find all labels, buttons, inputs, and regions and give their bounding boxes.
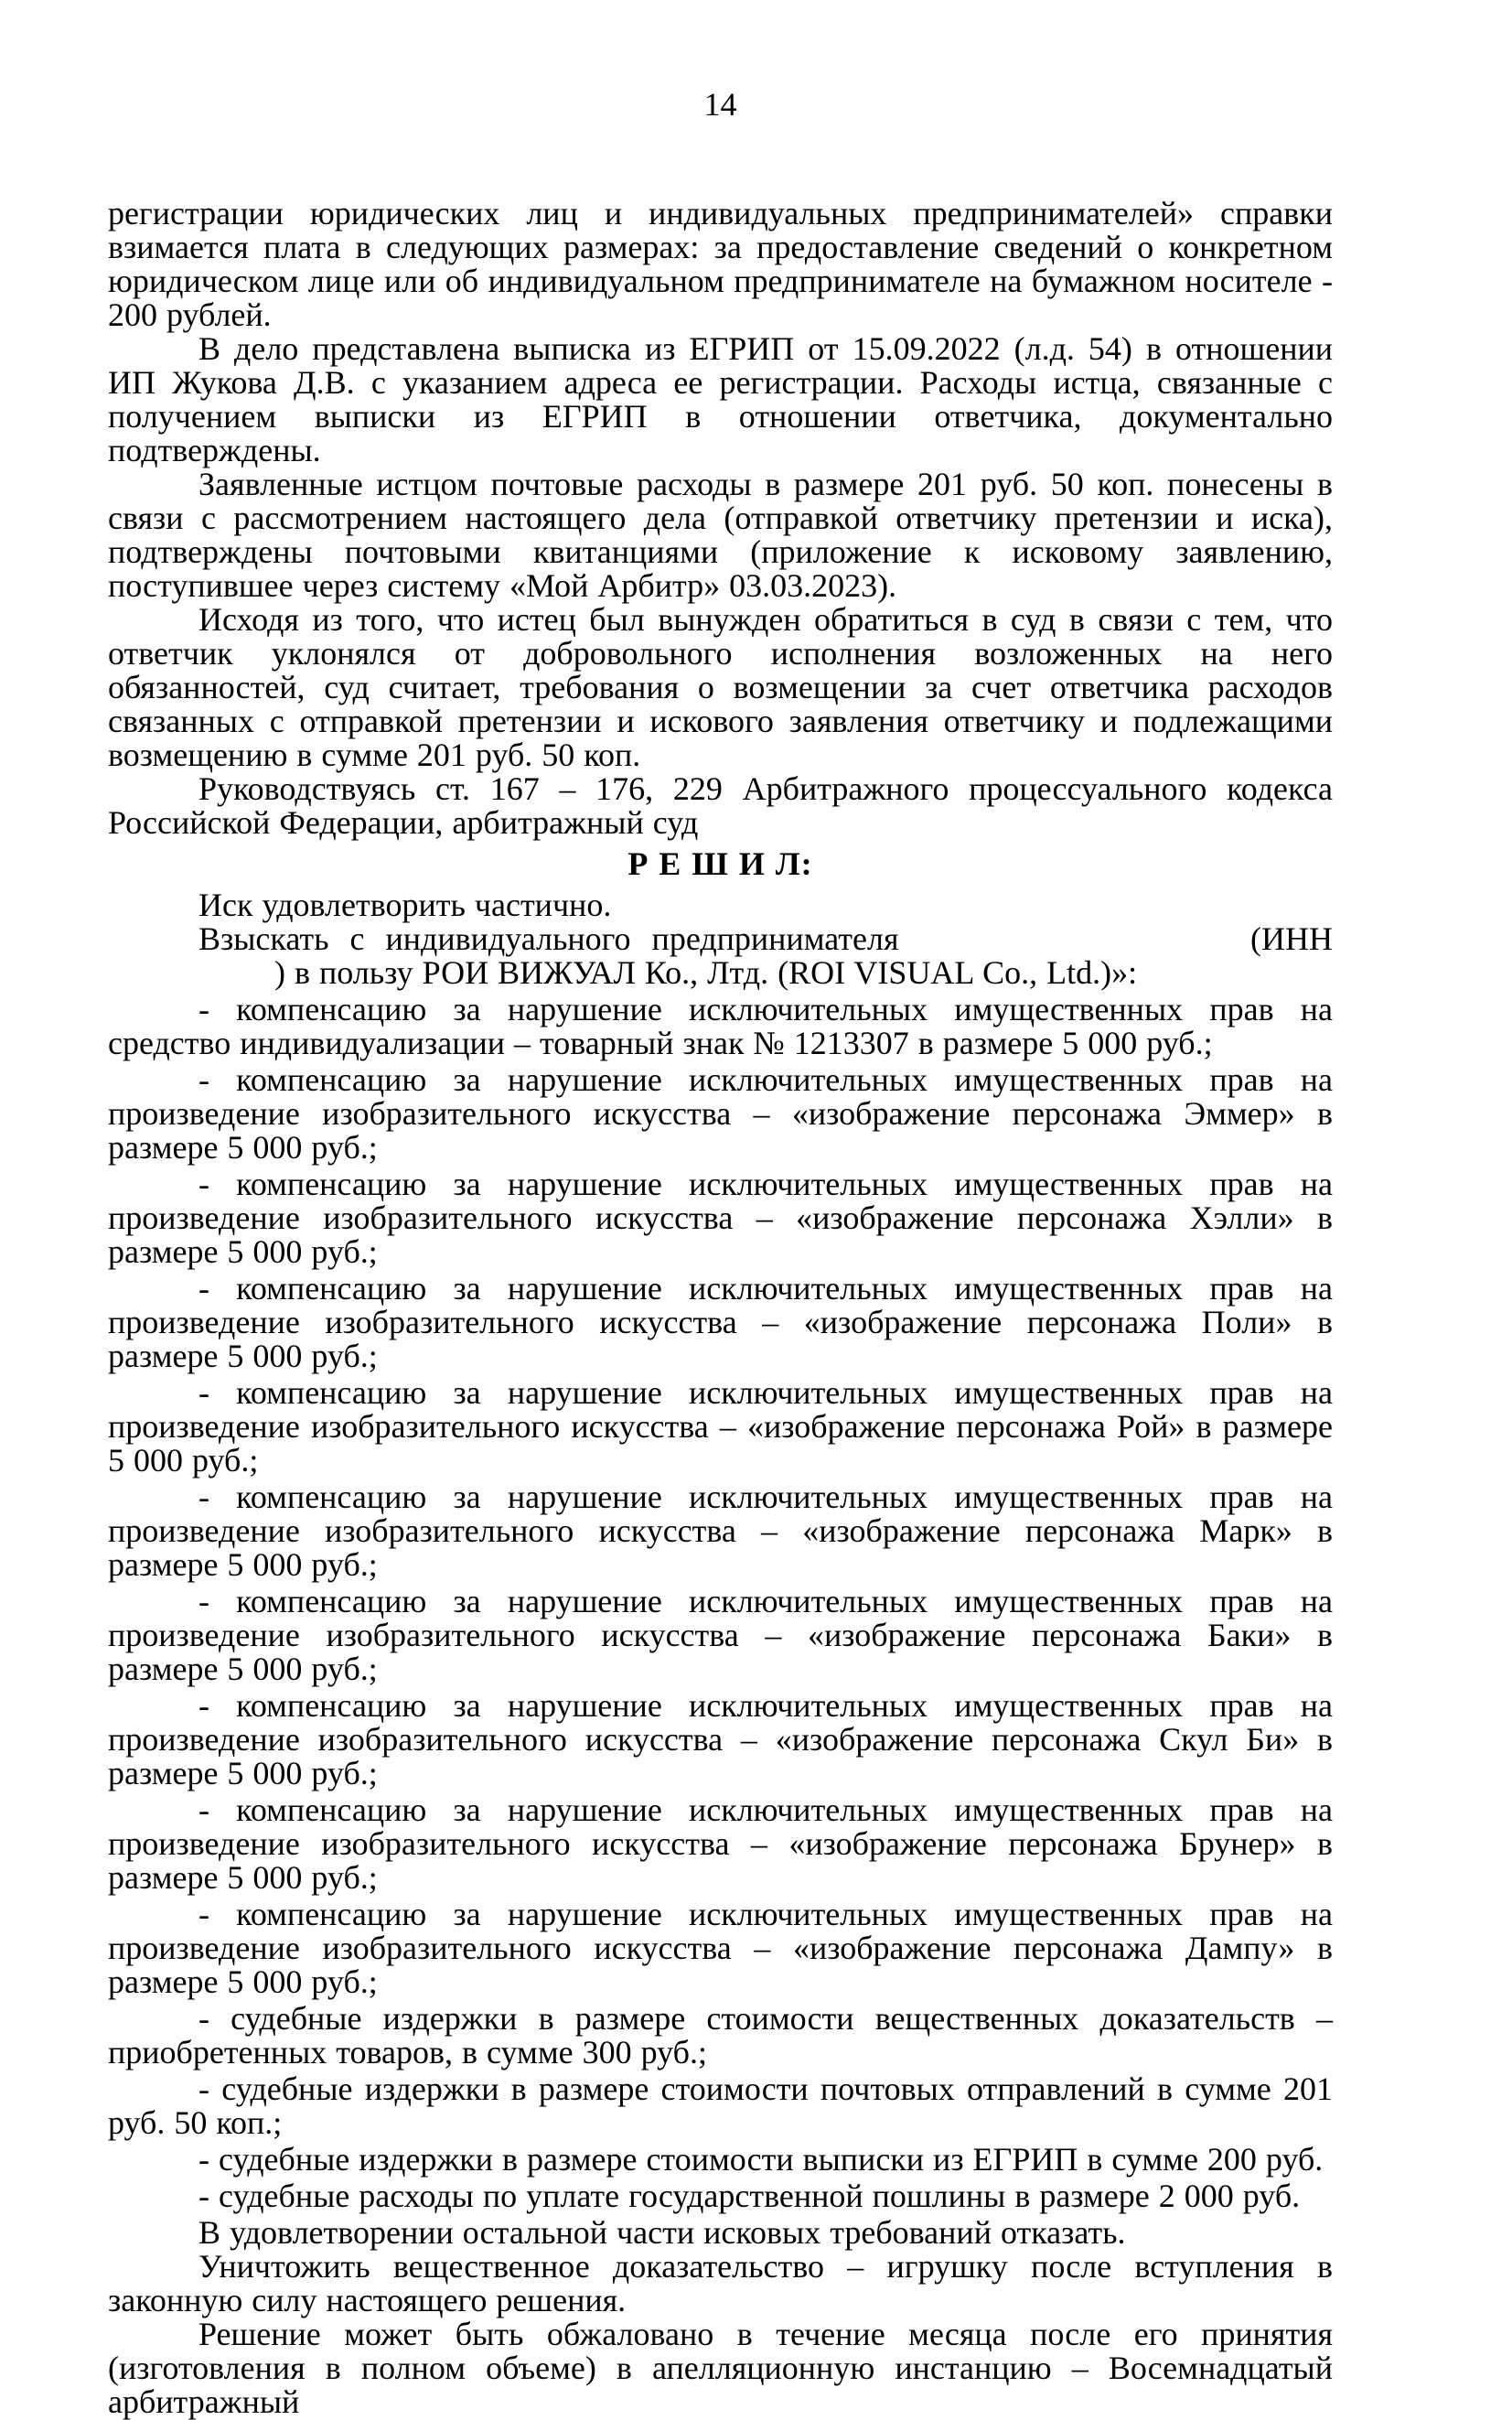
resolution-item-baki: - компенсацию за нарушение исключительных имущественных прав на произведение изобразительного искусства – «изображение персонажа Баки» в размере 5 000 руб.; (108, 1583, 1333, 1687)
closing-paragraph-destroy-evidence: Уничтожить вещественное доказательство – игрушку после вступления в законную силу настоящего решения. (108, 2248, 1333, 2318)
body-paragraph-guided-by: Руководствуясь ст. 167 – 176, 229 Арбитражного процессуального кодекса Российской Федерации, арбитражный суд (108, 770, 1333, 841)
resolution-item-trademark: - компенсацию за нарушение исключительных имущественных прав на средство индивидуализации – товарный знак № 1213307 в размере 5 000 руб.; (108, 991, 1333, 1061)
resolution-item-state-duty: - судебные расходы по уплате государственной пошлины в размере 2 000 руб. (198, 2178, 1301, 2214)
defendant-line-text: Взыскать с индивидуального предпринимателя (198, 920, 899, 957)
resolution-intro: Иск удовлетворить частично. (198, 887, 612, 923)
resolution-item-mark: - компенсацию за нарушение исключительных имущественных прав на произведение изобразительного искусства – «изображение персонажа Марк» в размере 5 000 руб.; (108, 1479, 1333, 1583)
resolution-heading: Р Е Ш И Л: (627, 845, 813, 882)
resolution-item-roy: - компенсацию за нарушение исключительных имущественных прав на произведение изобразительного искусства – «изображение персонажа Рой» в размере 5 000 руб.; (108, 1374, 1333, 1479)
body-paragraph-court-reasoning: Исходя из того, что истец был вынужден обратиться в суд в связи с тем, что ответчик уклонялся от добровольного исполнения возложенных на него обязанностей, суд считает, требования о возмещении за счет ответчика расходов связанных с отправкой претензии и искового заявления ответчику и подлежащими возмещению в сумме 201 руб. 50 коп. (108, 601, 1333, 773)
resolution-item-emmer: - компенсацию за нарушение исключительных имущественных прав на произведение изобразительного искусства – «изображение персонажа Эммер» в размере 5 000 руб.; (108, 1061, 1333, 1166)
resolution-item-skul-bi: - компенсацию за нарушение исключительных имущественных прав на произведение изобразительного искусства – «изображение персонажа Скул Би» в размере 5 000 руб.; (108, 1687, 1333, 1791)
closing-paragraph-appeal: Решение может быть обжаловано в течение месяца после его принятия (изготовления в полном объеме) в апелляционную инстанцию – Восемнадцатый арбитражный (108, 2316, 1333, 2420)
document-page (0, 86, 1512, 2420)
closing-paragraph-denial: В удовлетворении остальной части исковых требований отказать. (198, 2214, 1126, 2251)
page-number: 14 (703, 86, 737, 123)
body-paragraph-postal-costs: Заявленные истцом почтовые расходы в размере 201 руб. 50 коп. понесены в связи с рассмотрением настоящего дела (отправкой ответчику претензии и иска), подтверждены почтовыми квитанциями (приложение к исковому заявлению, поступившее через систему «Мой Арбитр» 03.03.2023). (108, 466, 1333, 604)
resolution-item-poli: - компенсацию за нарушение исключительных имущественных прав на произведение изобразительного искусства – «изображение персонажа Поли» в размере 5 000 руб.; (108, 1270, 1333, 1374)
inn-label: (ИНН (1250, 920, 1333, 957)
resolution-item-postal-costs: - судебные издержки в размере стоимости почтовых отправлений в сумме 201 руб. 50 коп.; (108, 2070, 1333, 2141)
resolution-plaintiff-line: ) в пользу РОИ ВИЖУАЛ Ко., Лтд. (ROI VISUAL Co., Ltd.)»: (274, 954, 1138, 991)
resolution-defendant-line (108, 922, 1333, 956)
resolution-item-egrip-costs: - судебные издержки в размере стоимости выписки из ЕГРИП в сумме 200 руб. (198, 2141, 1324, 2178)
resolution-item-dampu: - компенсацию за нарушение исключительных имущественных прав на произведение изобразительного искусства – «изображение персонажа Дампу» в размере 5 000 руб.; (108, 1896, 1333, 2000)
body-paragraph-registration-fee: регистрации юридических лиц и индивидуальных предпринимателей» справки взимается плата в следующих размерах: за предоставление сведений о конкретном юридическом лице или об индивидуальном предпринимателе на бумажном носителе - 200 рублей. (108, 195, 1333, 333)
resolution-item-evidence-costs: - судебные издержки в размере стоимости вещественных доказательств – приобретенных товаров, в сумме 300 руб.; (108, 2000, 1333, 2070)
body-paragraph-egrip-extract: В дело представлена выписка из ЕГРИП от 15.09.2022 (л.д. 54) в отношении ИП Жукова Д.В. с указанием адреса ее регистрации. Расходы истца, связанные с получением выписки из ЕГРИП в отношении ответчика, документально подтверждены. (108, 330, 1333, 468)
resolution-item-bruner: - компенсацию за нарушение исключительных имущественных прав на произведение изобразительного искусства – «изображение персонажа Брунер» в размере 5 000 руб.; (108, 1791, 1333, 1896)
page-content (108, 88, 1333, 2419)
resolution-item-helli: - компенсацию за нарушение исключительных имущественных прав на произведение изобразительного искусства – «изображение персонажа Хэлли» в размере 5 000 руб.; (108, 1166, 1333, 1270)
